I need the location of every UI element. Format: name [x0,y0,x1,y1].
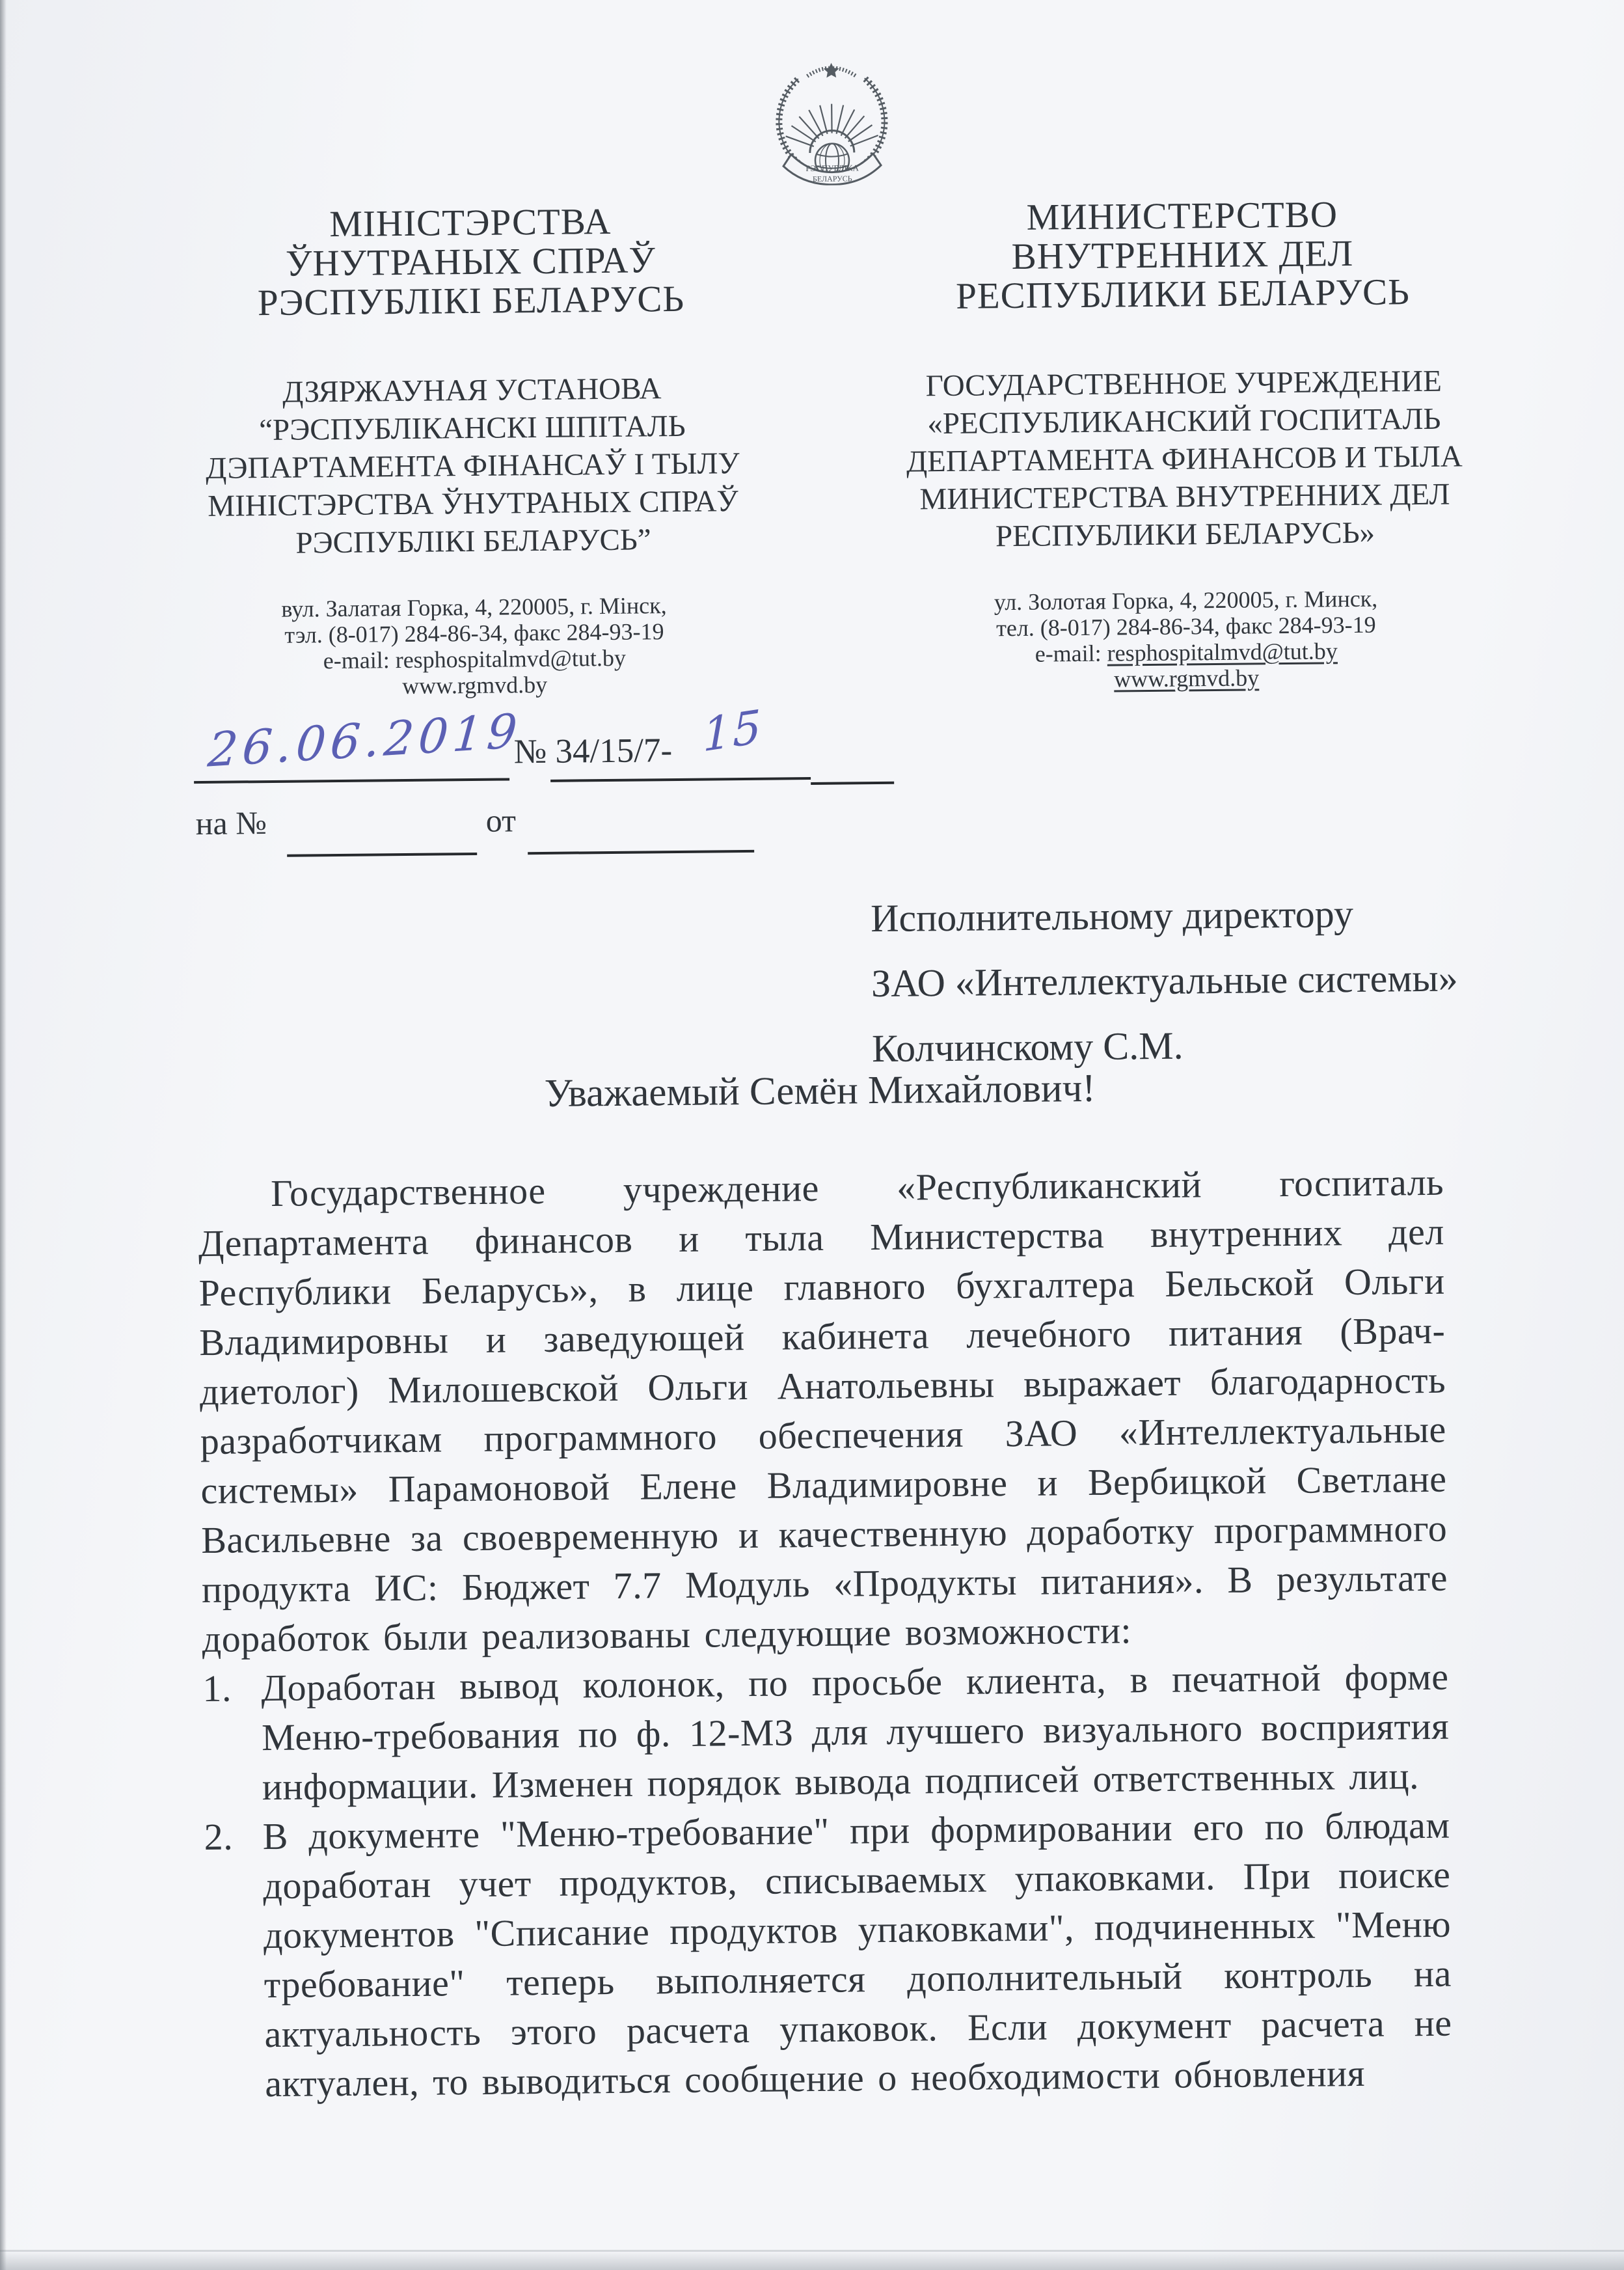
ribbon-text-line2: БЕЛАРУСЬ [812,174,852,184]
list-item-2-text: В документе "Меню-требование" при формировании его по блюдам доработан учет продуктов, списываемых упаковками. При поиске документов "Списание продуктов упаковками", подчиненных "Меню требование" теперь выполняется дополнительный контроль на актуальность этого расчета упаковок. Если документ расчета не актуален, то выводиться сообщение о необходимости обновления [262,1803,1452,2105]
list-item-1 [202,1652,1450,1812]
list-item-2-marker: 2. [204,1815,234,1859]
ministry-ru-line2: ВНУТРЕННИХ ДЕЛ [1011,232,1354,278]
address-block-ru [876,584,1495,694]
addressee-company: ЗАО «Интеллектуальные системы» [871,956,1458,1005]
org-ru-line5: РЕСПУБЛИКИ БЕЛАРУСЬ» [995,515,1375,554]
ministry-by-line3: РЭСПУБЛІКІ БЕЛАРУСЬ [257,278,685,324]
org-ru-line4: МИНИСТЕРСТВА ВНУТРЕННИХ ДЕЛ [919,477,1450,517]
header-right-column [873,194,1496,694]
reference-block [193,699,943,868]
scan-edge-bottom [0,2250,1624,2270]
addressee-name: Колчинскому С.М. [871,1024,1184,1071]
ministry-ru-line1: МИНИСТЕРСТВО [1026,194,1338,238]
email-link: resphospitalmvd@tut.by [1107,638,1338,666]
org-ru-line1: ГОСУДАРСТВЕННОЕ УЧРЕЖДЕНИЕ [925,364,1442,403]
list-item-1-marker: 1. [202,1667,232,1710]
ministry-ru-line3: РЕСПУБЛИКИ БЕЛАРУСЬ [955,271,1411,317]
ministry-by-line1: МІНІСТЭРСТВА [329,200,612,245]
address-block-by [165,591,783,701]
addressee-block [871,880,1523,1082]
number-blank-line [550,777,811,782]
org-ru-line2: «РЕСПУБЛИКАНСКИЙ ГОСПИТАЛЬ [927,402,1441,441]
ministry-name-by [161,200,781,323]
reply-from-label: от [485,802,517,839]
ministry-by-line2: ЎНУТРАНЫХ СПРАЎ [285,239,656,284]
letter-body [198,1158,1453,2109]
org-by-line5: РЭСПУБЛІКІ БЕЛАРУСЬ” [295,523,651,560]
list-item-2 [204,1801,1452,2109]
handwritten-number-suffix: 15 [702,699,763,763]
sun-rays [785,103,878,146]
reply-date-blank-line [528,850,754,855]
body-paragraph: Государственное учреждение «Республиканский госпиталь Департамента финансов и тыла Министерства внутренних дел Республики Беларусь», в лице главного бухгалтера Бельской Ольги Владимировны и заведующей кабинета лечебного питания (Врач-диетолог) Милошевской Ольги Анатольевны выражает благодарность разработчикам программного обеспечения ЗАО «Интеллектуальные системы» Парамоновой Елене Владимировне и Вербицкой Светлане Васильевне за своевременную и качественную доработку программного продукта ИС: Бюджет 7.7 Модуль «Продукты питания». В результате доработок были реализованы следующие возможности: [198,1160,1448,1661]
reply-number-blank-line [287,853,477,857]
organization-name-by [163,368,783,563]
handwritten-date: 26.06.2019 [206,703,524,778]
date-blank-line [194,778,509,784]
org-by-line1: ДЗЯРЖАУНАЯ УСТАНОВА [282,372,662,409]
org-ru-line3: ДЕПАРТАМЕНТА ФИНАНСОВ И ТЫЛА [906,439,1463,479]
address-ru-phone: тел. (8-017) 284-86-34, факс 284-93-19 [995,611,1376,642]
number-blank-line-extension [811,782,894,785]
header-left-column [161,200,784,701]
ribbon-text-line1: РЭСПУБЛІКА [805,163,859,174]
outgoing-number: № 34/15/7- [513,732,673,771]
salutation: Уважаемый Семён Михайлович! [544,1066,1096,1115]
addressee-position: Исполнительному директору [870,892,1354,940]
address-by-email: e-mail: resphospitalmvd@tut.by [323,644,627,674]
org-by-line3: ДЭПАРТАМЕНТА ФІНАНСАЎ І ТЫЛУ [205,446,740,485]
address-ru-street: ул. Золотая Горка, 4, 220005, г. Минск, [994,585,1378,616]
scan-edge-left [0,0,7,2270]
address-by-website: www.rgmvd.by [402,671,548,700]
email-prefix: e-mail: [1035,640,1107,667]
org-by-line2: “РЭСПУБЛІКАНСКІ ШПІТАЛЬ [258,409,686,448]
address-ru-website: www.rgmvd.by [1113,664,1260,692]
belarus-coat-of-arms-emblem [768,61,896,186]
ministry-name-ru [873,194,1493,317]
address-by-street: вул. Залатая Горка, 4, 220005, г. Мінск, [281,592,667,622]
reply-to-label: на № [195,804,267,842]
rising-sun [810,130,854,153]
list-item-1-text: Доработан вывод колонок, по просьбе клиента, в печатной форме Меню-требования по ф. 12-МЗ для лучшего визуального восприятия информации. Изменен порядок вывода подписей ответственных лиц. [261,1655,1450,1809]
organization-name-ru [874,362,1495,556]
address-by-phone: тэл. (8-017) 284-86-34, факс 284-93-19 [284,618,664,648]
org-by-line4: МІНІСТЭРСТВА ЎНУТРАНЫХ СПРАЎ [208,484,738,523]
